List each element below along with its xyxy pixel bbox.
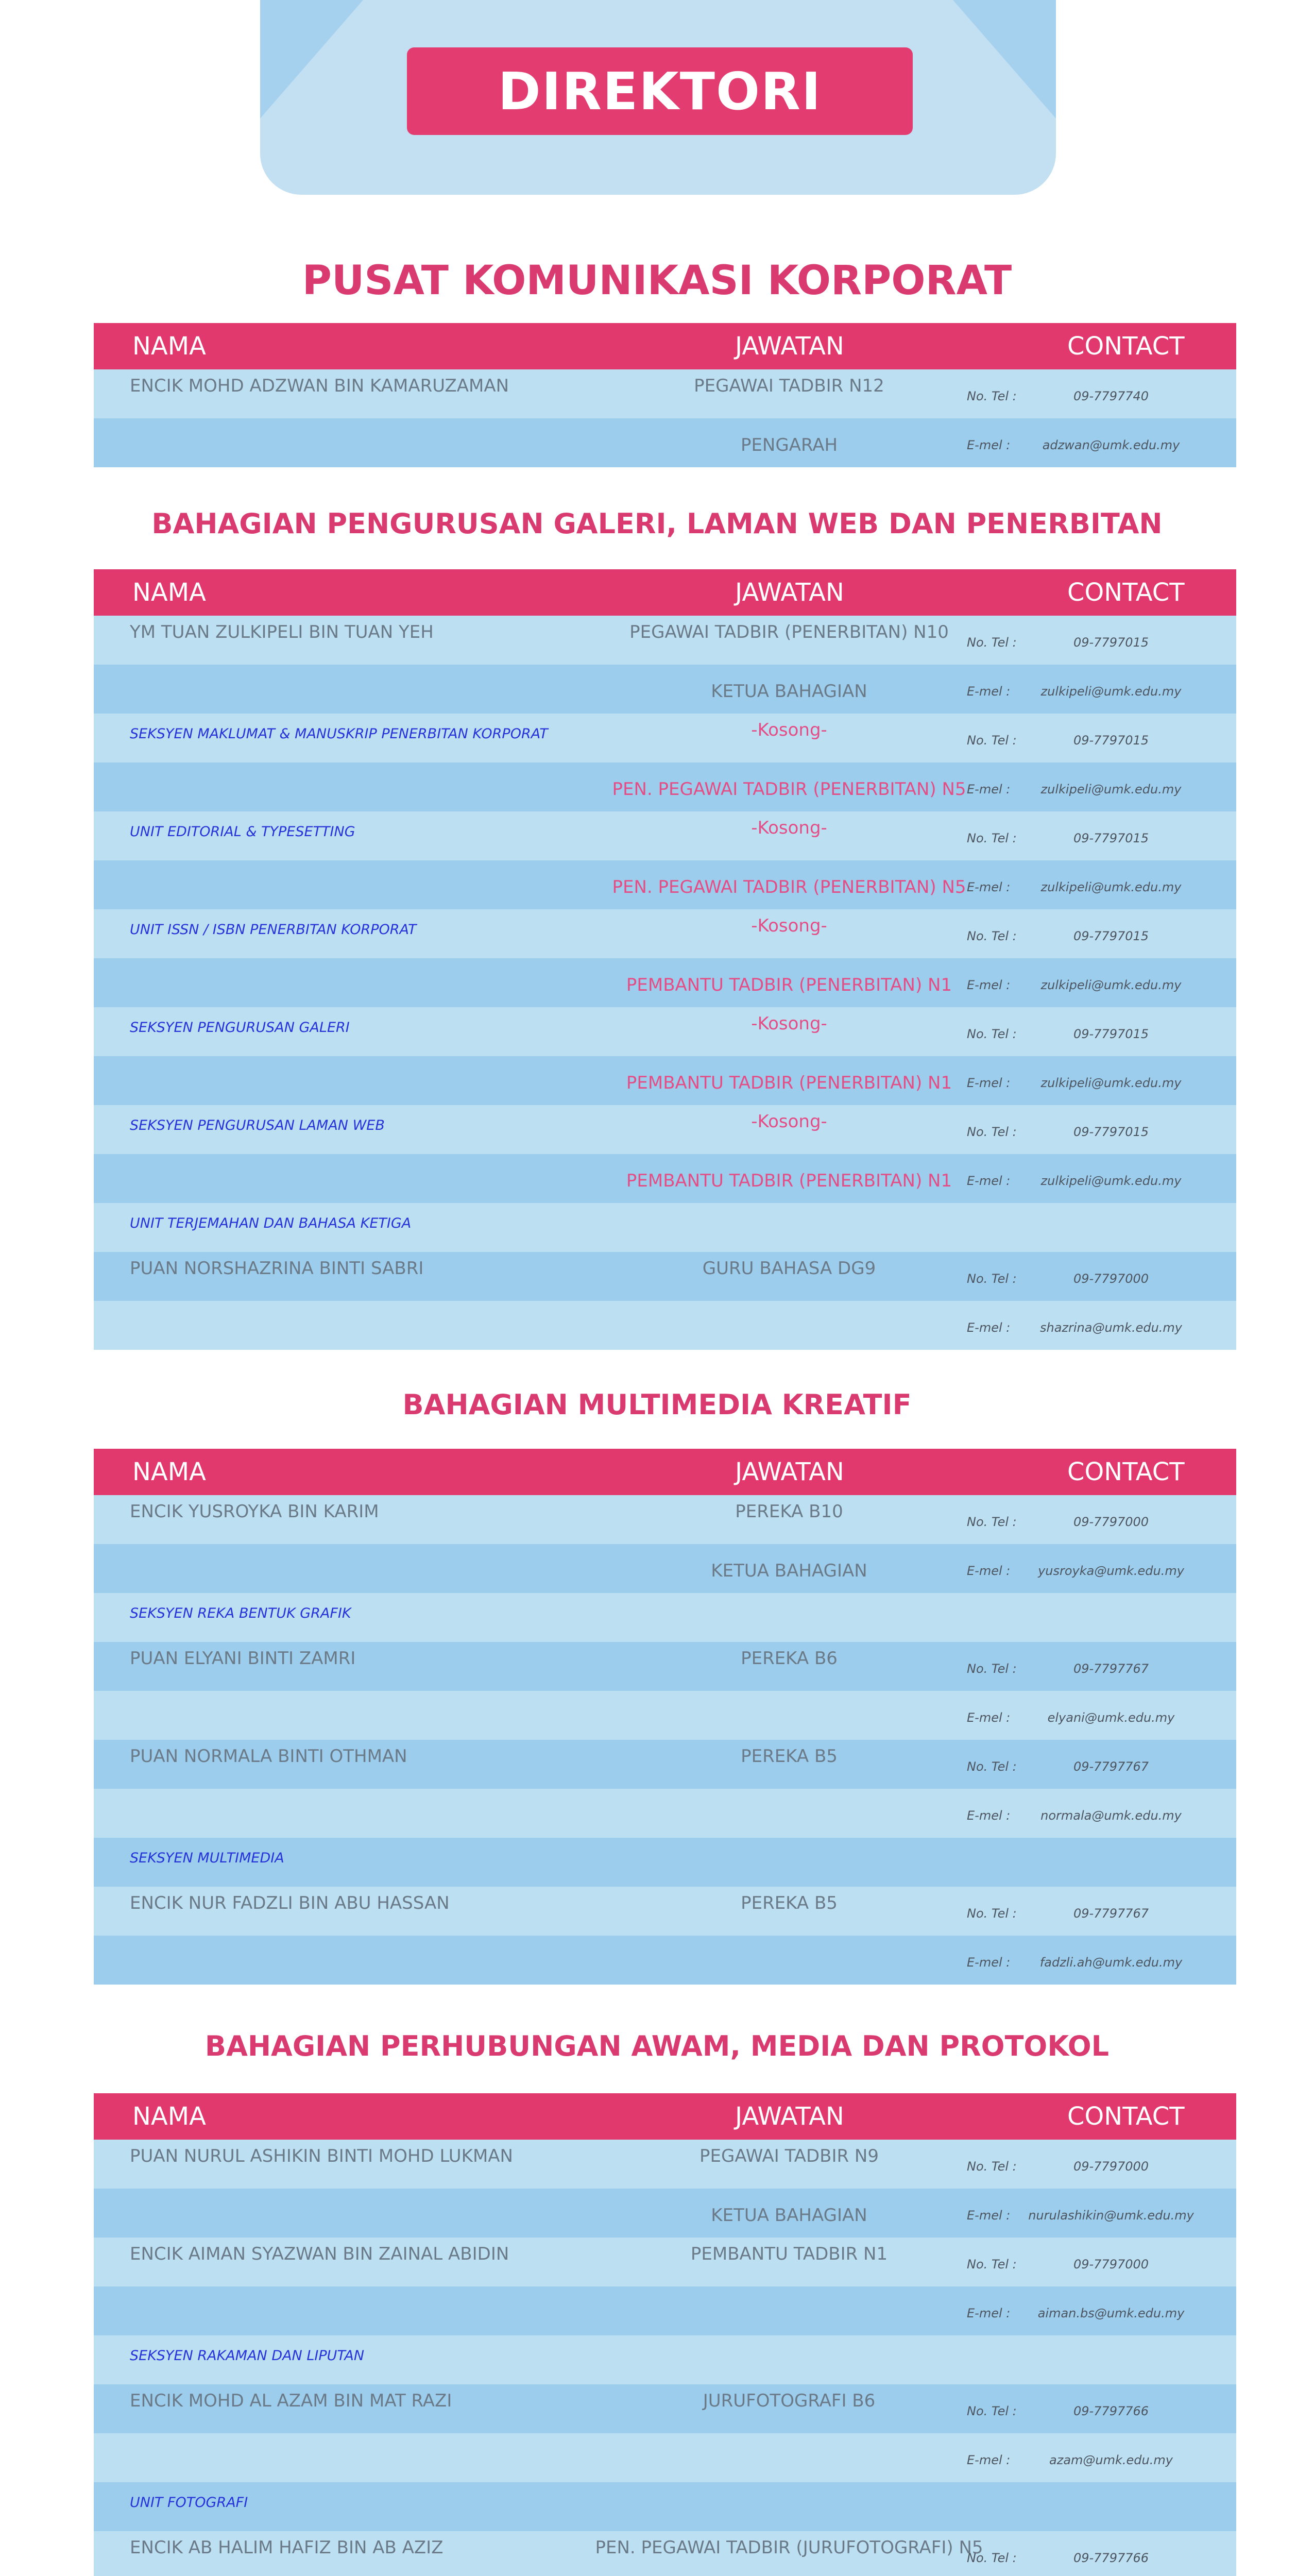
table-row xyxy=(94,2531,1236,2576)
email-address[interactable]: zulkipeli@umk.edu.my xyxy=(1040,880,1182,894)
staff-position: PENGARAH xyxy=(740,435,838,455)
staff-position: PEMBANTU TADBIR N1 xyxy=(690,2244,888,2264)
table-row xyxy=(94,1154,1236,1203)
directory-table xyxy=(94,323,1236,467)
email-address[interactable]: zulkipeli@umk.edu.my xyxy=(1040,978,1182,992)
staff-position: PEN. PEGAWAI TADBIR (JURUFOTOGRAFI) N5 xyxy=(595,2537,983,2558)
staff-position: PEREKA B5 xyxy=(741,1746,838,1767)
email-address[interactable]: nurulashikin@umk.edu.my xyxy=(1028,2208,1194,2223)
email-label: E-mel : xyxy=(967,1076,1011,1090)
staff-position: PEMBANTU TADBIR (PENERBITAN) N1 xyxy=(626,1073,952,1093)
table-row xyxy=(94,1789,1236,1838)
staff-position: PEGAWAI TADBIR N12 xyxy=(694,376,884,396)
tel-label: No. Tel : xyxy=(967,929,1017,943)
staff-position: -Kosong- xyxy=(751,818,827,838)
tel-label: No. Tel : xyxy=(967,635,1017,650)
table-row xyxy=(94,1887,1236,1936)
header-contact: CONTACT xyxy=(1067,1458,1185,1486)
staff-position: PEREKA B10 xyxy=(735,1501,843,1522)
table-row xyxy=(94,762,1236,811)
banner-decoration xyxy=(953,0,1056,118)
unit-label: UNIT FOTOGRAFI xyxy=(130,2495,248,2511)
staff-position: -Kosong- xyxy=(751,916,827,936)
tel-label: No. Tel : xyxy=(967,2257,1017,2272)
table-row xyxy=(94,811,1236,860)
email-label: E-mel : xyxy=(967,1564,1011,1578)
email-label: E-mel : xyxy=(967,2208,1011,2223)
email-address[interactable]: zulkipeli@umk.edu.my xyxy=(1040,1076,1182,1090)
staff-name: ENCIK MOHD ADZWAN BIN KAMARUZAMAN xyxy=(130,376,509,396)
header-jawatan: JAWATAN xyxy=(735,332,844,361)
email-label: E-mel : xyxy=(967,880,1011,894)
email-label: E-mel : xyxy=(967,978,1011,992)
tel-number: 09-7797767 xyxy=(1073,1759,1149,1774)
email-address[interactable]: adzwan@umk.edu.my xyxy=(1042,438,1180,452)
table-row xyxy=(94,1252,1236,1301)
staff-name: PUAN NORMALA BINTI OTHMAN xyxy=(130,1746,407,1767)
staff-name: YM TUAN ZULKIPELI BIN TUAN YEH xyxy=(130,622,434,642)
tel-number: 09-7797015 xyxy=(1073,635,1149,650)
tel-number: 09-7797766 xyxy=(1073,2551,1149,2565)
header-contact: CONTACT xyxy=(1067,2102,1185,2131)
tel-label: No. Tel : xyxy=(967,1272,1017,1286)
staff-name: ENCIK AIMAN SYAZWAN BIN ZAINAL ABIDIN xyxy=(130,2244,509,2264)
staff-name: ENCIK AB HALIM HAFIZ BIN AB AZIZ xyxy=(130,2537,443,2558)
email-address[interactable]: fadzli.ah@umk.edu.my xyxy=(1039,1955,1183,1970)
unit-label: SEKSYEN PENGURUSAN LAMAN WEB xyxy=(130,1117,385,1133)
table-row xyxy=(94,1203,1236,1252)
tel-number: 09-7797000 xyxy=(1073,1515,1149,1529)
table-header xyxy=(94,2093,1236,2140)
email-label: E-mel : xyxy=(967,438,1011,452)
unit-label: SEKSYEN MULTIMEDIA xyxy=(130,1850,284,1866)
staff-position: KETUA BAHAGIAN xyxy=(711,681,867,702)
header-contact: CONTACT xyxy=(1067,332,1185,361)
table-row xyxy=(94,1838,1236,1887)
staff-name: PUAN NORSHAZRINA BINTI SABRI xyxy=(130,1258,424,1279)
tel-number: 09-7797740 xyxy=(1073,389,1149,403)
email-address[interactable]: zulkipeli@umk.edu.my xyxy=(1040,1174,1182,1188)
staff-position: PEMBANTU TADBIR (PENERBITAN) N1 xyxy=(626,1171,952,1191)
table-row xyxy=(94,1936,1236,1985)
header-nama: NAMA xyxy=(132,578,206,607)
tel-number: 09-7797015 xyxy=(1073,1125,1149,1139)
unit-label: UNIT ISSN / ISBN PENERBITAN KORPORAT xyxy=(130,922,417,938)
banner-decoration xyxy=(260,0,363,118)
table-row xyxy=(94,860,1236,909)
table-row xyxy=(94,369,1236,418)
staff-name: PUAN NURUL ASHIKIN BINTI MOHD LUKMAN xyxy=(130,2146,513,2166)
table-row xyxy=(94,1007,1236,1056)
email-address[interactable]: aiman.bs@umk.edu.my xyxy=(1037,2306,1185,2320)
email-address[interactable]: normala@umk.edu.my xyxy=(1040,1808,1182,1823)
unit-label: UNIT TERJEMAHAN DAN BAHASA KETIGA xyxy=(130,1215,412,1231)
table-row xyxy=(94,2140,1236,2189)
email-label: E-mel : xyxy=(967,1955,1011,1970)
tel-label: No. Tel : xyxy=(967,1906,1017,1921)
tel-label: No. Tel : xyxy=(967,1515,1017,1529)
table-row xyxy=(94,1691,1236,1740)
section-title: BAHAGIAN PERHUBUNGAN AWAM, MEDIA DAN PROTOKOL xyxy=(204,2030,1110,2062)
email-label: E-mel : xyxy=(967,684,1011,699)
staff-position: PEREKA B6 xyxy=(741,1648,838,1669)
table-row xyxy=(94,1056,1236,1105)
tel-label: No. Tel : xyxy=(967,2551,1017,2565)
email-label: E-mel : xyxy=(967,1320,1011,1335)
email-address[interactable]: zulkipeli@umk.edu.my xyxy=(1040,782,1182,796)
tel-label: No. Tel : xyxy=(967,1662,1017,1676)
table-row xyxy=(94,1642,1236,1691)
table-row xyxy=(94,2286,1236,2335)
table-row xyxy=(94,1593,1236,1642)
tel-number: 09-7797766 xyxy=(1073,2404,1149,2418)
email-address[interactable]: azam@umk.edu.my xyxy=(1049,2453,1173,2467)
staff-position: JURUFOTOGRAFI B6 xyxy=(703,2391,876,2411)
header-jawatan: JAWATAN xyxy=(735,578,844,607)
directory-table xyxy=(94,569,1236,1350)
tel-number: 09-7797000 xyxy=(1073,2257,1149,2272)
table-row xyxy=(94,2433,1236,2482)
tel-number: 09-7797767 xyxy=(1073,1662,1149,1676)
unit-label: SEKSYEN REKA BENTUK GRAFIK xyxy=(130,1605,351,1621)
email-address[interactable]: zulkipeli@umk.edu.my xyxy=(1040,684,1182,699)
tel-number: 09-7797767 xyxy=(1073,1906,1149,1921)
header-jawatan: JAWATAN xyxy=(735,1458,844,1486)
email-label: E-mel : xyxy=(967,2306,1011,2320)
table-row xyxy=(94,665,1236,714)
email-address[interactable]: elyani@umk.edu.my xyxy=(1047,1710,1175,1725)
tel-number: 09-7797015 xyxy=(1073,1027,1149,1041)
staff-position: KETUA BAHAGIAN xyxy=(711,1561,867,1581)
table-row xyxy=(94,714,1236,762)
tel-label: No. Tel : xyxy=(967,1027,1017,1041)
table-row xyxy=(94,2482,1236,2531)
tel-number: 09-7797015 xyxy=(1073,831,1149,845)
unit-label: SEKSYEN PENGURUSAN GALERI xyxy=(130,1020,350,1036)
staff-position: PEREKA B5 xyxy=(741,1893,838,1913)
email-label: E-mel : xyxy=(967,782,1011,796)
header-nama: NAMA xyxy=(132,2102,206,2131)
tel-number: 09-7797015 xyxy=(1073,733,1149,748)
email-label: E-mel : xyxy=(967,1174,1011,1188)
email-label: E-mel : xyxy=(967,1808,1011,1823)
tel-label: No. Tel : xyxy=(967,2159,1017,2174)
email-address[interactable]: shazrina@umk.edu.my xyxy=(1039,1320,1183,1335)
table-header xyxy=(94,323,1236,369)
staff-name: PUAN ELYANI BINTI ZAMRI xyxy=(130,1648,356,1669)
header-jawatan: JAWATAN xyxy=(735,2102,844,2131)
email-address[interactable]: yusroyka@umk.edu.my xyxy=(1038,1564,1184,1578)
directory-table xyxy=(94,1449,1236,1985)
table-row xyxy=(94,1544,1236,1593)
section-title: BAHAGIAN PENGURUSAN GALERI, LAMAN WEB DAN PENERBITAN xyxy=(151,507,1163,540)
table-row xyxy=(94,2189,1236,2238)
table-header xyxy=(94,569,1236,616)
tel-label: No. Tel : xyxy=(967,389,1017,403)
table-row xyxy=(94,1301,1236,1350)
tel-label: No. Tel : xyxy=(967,1759,1017,1774)
header-banner xyxy=(260,0,1056,195)
email-label: E-mel : xyxy=(967,1710,1011,1725)
staff-position: PEN. PEGAWAI TADBIR (PENERBITAN) N5 xyxy=(612,779,966,800)
header-contact: CONTACT xyxy=(1067,578,1185,607)
table-header xyxy=(94,1449,1236,1495)
staff-position: -Kosong- xyxy=(751,1111,827,1132)
staff-position: PEGAWAI TADBIR (PENERBITAN) N10 xyxy=(629,622,949,642)
staff-position: PEMBANTU TADBIR (PENERBITAN) N1 xyxy=(626,975,952,995)
table-row xyxy=(94,1495,1236,1544)
tel-number: 09-7797000 xyxy=(1073,1272,1149,1286)
header-nama: NAMA xyxy=(132,332,206,361)
table-row xyxy=(94,1105,1236,1154)
staff-position: -Kosong- xyxy=(751,1013,827,1034)
table-row xyxy=(94,2335,1236,2384)
tel-label: No. Tel : xyxy=(967,733,1017,748)
table-row xyxy=(94,2384,1236,2433)
table-row xyxy=(94,909,1236,958)
unit-label: SEKSYEN MAKLUMAT & MANUSKRIP PENERBITAN KORPORAT xyxy=(130,726,548,742)
unit-label: UNIT EDITORIAL & TYPESETTING xyxy=(130,824,355,840)
staff-position: PEN. PEGAWAI TADBIR (PENERBITAN) N5 xyxy=(612,877,966,897)
table-row xyxy=(94,958,1236,1007)
staff-position: PEGAWAI TADBIR N9 xyxy=(699,2146,879,2166)
directory-table xyxy=(94,2093,1236,2576)
tel-label: No. Tel : xyxy=(967,1125,1017,1139)
tel-number: 09-7797015 xyxy=(1073,929,1149,943)
staff-position: GURU BAHASA DG9 xyxy=(702,1258,876,1279)
table-row xyxy=(94,2238,1236,2286)
staff-position: -Kosong- xyxy=(751,720,827,740)
email-label: E-mel : xyxy=(967,2453,1011,2467)
staff-name: ENCIK YUSROYKA BIN KARIM xyxy=(130,1501,379,1522)
section-title: PUSAT KOMUNIKASI KORPORAT xyxy=(302,258,1012,304)
staff-name: ENCIK MOHD AL AZAM BIN MAT RAZI xyxy=(130,2391,452,2411)
table-row xyxy=(94,616,1236,665)
staff-name: ENCIK NUR FADZLI BIN ABU HASSAN xyxy=(130,1893,450,1913)
tel-number: 09-7797000 xyxy=(1073,2159,1149,2174)
unit-label: SEKSYEN RAKAMAN DAN LIPUTAN xyxy=(130,2348,365,2364)
table-row xyxy=(94,418,1236,467)
tel-label: No. Tel : xyxy=(967,2404,1017,2418)
table-row xyxy=(94,1740,1236,1789)
page-title: DIREKTORI xyxy=(407,47,913,135)
tel-label: No. Tel : xyxy=(967,831,1017,845)
staff-position: KETUA BAHAGIAN xyxy=(711,2205,867,2226)
section-title: BAHAGIAN MULTIMEDIA KREATIF xyxy=(402,1388,912,1421)
header-nama: NAMA xyxy=(132,1458,206,1486)
